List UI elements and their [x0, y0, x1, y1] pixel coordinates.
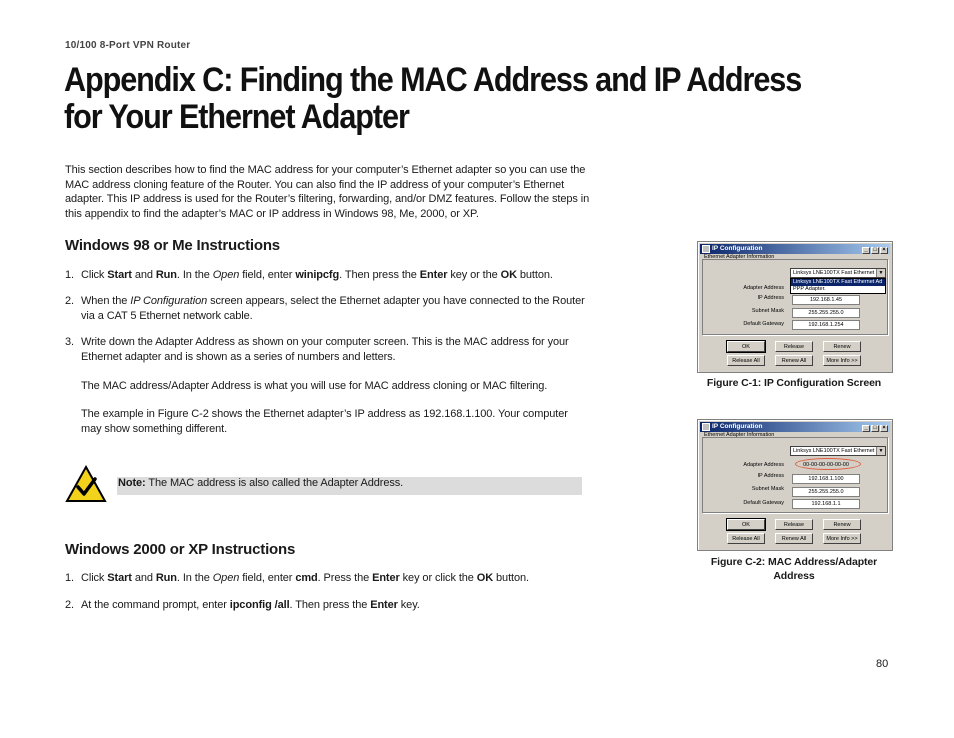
group-label: Ethernet Adapter Information [704, 254, 775, 260]
release-all-button[interactable]: Release All [727, 355, 765, 366]
renew-all-button[interactable]: Renew All [775, 355, 813, 366]
window-titlebar: IP Configuration _ □ × [700, 422, 890, 432]
ip-config-window-fig2 [697, 419, 893, 551]
default-gateway-value: 192.168.1.254 [792, 320, 860, 330]
more-info-button[interactable]: More Info >> [823, 355, 861, 366]
win2000-step-1: 1. Click Start and Run. In the Open field, enter cmd. Press the Enter key or click the OK button. [65, 572, 529, 584]
release-button[interactable]: Release [775, 341, 813, 352]
header-label: 10/100 8-Port VPN Router [65, 40, 191, 51]
figure-c1-caption: Figure C-1: IP Configuration Screen [706, 377, 882, 389]
figure-c2-caption: Figure C-2: MAC Address/Adapter Address [710, 556, 878, 582]
ok-button[interactable]: OK [727, 341, 765, 352]
renew-button[interactable]: Renew [823, 341, 861, 352]
ip-address-label: IP Address [757, 473, 784, 479]
close-icon[interactable]: × [880, 425, 888, 432]
minimize-icon[interactable]: _ [862, 425, 870, 432]
adapter-address-value: 00-00-00-00-00-00 [803, 462, 849, 468]
mac-usage-paragraph: The MAC address/Adapter Address is what you will use for MAC address cloning or MAC filtering. [81, 380, 548, 392]
section-heading-win2000: Windows 2000 or XP Instructions [65, 541, 296, 558]
intro-paragraph: This section describes how to find the MAC address for your computer’s Ethernet adapter so you can use the MAC address cloning feature of the Router. You can also find the IP address of your computer’s Ethernet adapter. This IP address is used for the Router’s filtering, forwarding, and/or DMZ features. Follow the steps in this appendix to find the adapter’s MAC or IP address in Windows 98, Me, 2000, or XP. [65, 164, 590, 220]
more-info-button[interactable]: More Info >> [823, 533, 861, 544]
renew-all-button[interactable]: Renew All [775, 533, 813, 544]
subnet-mask-label: Subnet Mask [751, 486, 784, 492]
example-paragraph: The example in Figure C-2 shows the Ethernet adapter’s IP address as 192.168.1.100. Your computer may show something different. [81, 408, 568, 435]
step-number: 2. [65, 599, 74, 611]
minimize-icon[interactable]: _ [862, 247, 870, 254]
subnet-mask-value: 255.255.255.0 [792, 487, 860, 497]
win2000-step-2: 2. At the command prompt, enter ipconfig /all. Then press the Enter key. [65, 599, 420, 611]
section-heading-win98: Windows 98 or Me Instructions [65, 237, 280, 254]
dropdown-option[interactable]: Linksys LNE100TX Fast Ethernet Ad [791, 279, 885, 286]
ip-address-value: 192.168.1.100 [792, 474, 860, 484]
default-gateway-label: Default Gateway [743, 500, 784, 506]
ip-config-window-fig1 [697, 241, 893, 373]
dropdown-option[interactable]: PPP Adapter. [793, 286, 826, 292]
ip-address-value: 192.168.1.45 [792, 295, 860, 305]
adapter-select[interactable]: Linksys LNE100TX Fast Ethernet ▼ [790, 268, 886, 278]
default-gateway-value: 192.168.1.1 [792, 499, 860, 509]
subnet-mask-label: Subnet Mask [751, 308, 784, 314]
chevron-down-icon[interactable]: ▼ [876, 447, 885, 455]
page-title: Appendix C: Finding the MAC Address and IP Address for Your Ethernet Adapter [64, 61, 802, 136]
page-number: 80 [876, 658, 889, 670]
ip-address-label: IP Address [757, 295, 784, 301]
checkmark-warning-icon [65, 465, 107, 503]
release-all-button[interactable]: Release All [727, 533, 765, 544]
adapter-select[interactable]: Linksys LNE100TX Fast Ethernet ▼ [790, 446, 886, 456]
window-titlebar: IP Configuration _ □ × [700, 244, 890, 254]
win98-step-1: 1. Click Start and Run. In the Open field, enter winipcfg. Then press the Enter key or the OK button. [65, 269, 553, 281]
win98-step-2: 2. When the IP Configuration screen appears, select the Ethernet adapter you have connected to the Router via a CAT 5 Ethernet network cable. [65, 295, 585, 322]
step-number: 1. [65, 572, 74, 584]
step-number: 1. [65, 269, 74, 281]
step-number: 3. [65, 336, 74, 348]
app-icon [702, 423, 710, 431]
default-gateway-label: Default Gateway [743, 321, 784, 327]
note-text: Note: The MAC address is also called the Adapter Address. [118, 477, 404, 489]
renew-button[interactable]: Renew [823, 519, 861, 530]
adapter-dropdown-list [790, 278, 886, 294]
subnet-mask-value: 255.255.255.0 [792, 308, 860, 318]
close-icon[interactable]: × [880, 247, 888, 254]
release-button[interactable]: Release [775, 519, 813, 530]
mac-highlight-ellipse [795, 458, 861, 470]
chevron-down-icon[interactable]: ▼ [876, 269, 885, 277]
win98-step-3: 3. Write down the Adapter Address as shown on your computer screen. This is the MAC address for your Ethernet adapter and is shown as a series of numbers and letters. [65, 336, 569, 363]
step-number: 2. [65, 295, 74, 307]
ok-button[interactable]: OK [727, 519, 765, 530]
group-label: Ethernet Adapter Information [704, 432, 775, 438]
adapter-address-label: Adapter Address [743, 285, 784, 291]
maximize-icon[interactable]: □ [871, 425, 879, 432]
app-icon [702, 245, 710, 253]
adapter-address-label: Adapter Address [743, 462, 784, 468]
maximize-icon[interactable]: □ [871, 247, 879, 254]
